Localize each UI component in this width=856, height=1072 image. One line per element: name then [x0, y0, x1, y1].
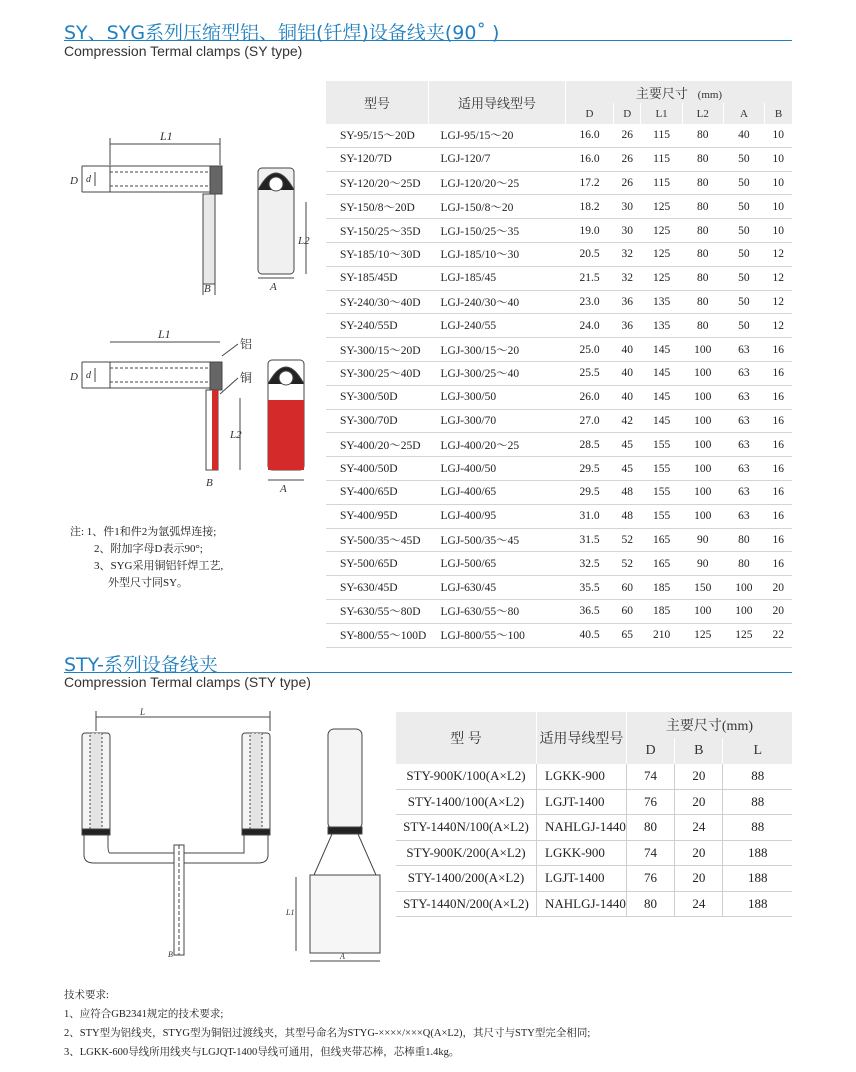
table-cell: LGJ-400/20～25 [429, 433, 566, 457]
table-cell: LGJ-150/8～20 [429, 195, 566, 219]
table-cell: 16 [765, 457, 793, 481]
table-cell: 76 [626, 789, 674, 815]
table-cell: LGJ-400/95 [429, 504, 566, 528]
table-cell: LGJ-400/50 [429, 457, 566, 481]
table-row [326, 266, 792, 290]
table-cell: 40 [614, 385, 641, 409]
table-cell: 76 [626, 866, 674, 892]
table-cell: 16 [765, 528, 793, 552]
table-cell: 63 [723, 361, 764, 385]
table-row [326, 171, 792, 195]
table-cell: LGJ-500/65 [429, 552, 566, 576]
table-row [326, 552, 792, 576]
table-row [326, 433, 792, 457]
table-cell: LGKK-900 [537, 764, 627, 789]
table-cell: 80 [682, 290, 723, 314]
label-A-bottom: A [280, 483, 287, 495]
table-cell: 63 [723, 409, 764, 433]
table-cell: 48 [614, 480, 641, 504]
table-cell: 145 [641, 385, 682, 409]
table-cell: 125 [723, 623, 764, 647]
table-cell: 165 [641, 528, 682, 552]
table-cell: 63 [723, 338, 764, 362]
table-row [326, 457, 792, 481]
table-cell: 30 [614, 219, 641, 243]
table-cell: 145 [641, 338, 682, 362]
table-cell: 65 [614, 623, 641, 647]
table-cell: 45 [614, 433, 641, 457]
table-cell: 12 [765, 266, 793, 290]
col-conductor: 适用导线型号 [429, 81, 566, 124]
table-cell: LGJ-300/50 [429, 385, 566, 409]
table-cell: 155 [641, 457, 682, 481]
table-row [396, 840, 792, 866]
table-cell: 80 [682, 219, 723, 243]
label-copper: 铜 [240, 371, 253, 385]
label-D-top: D [70, 175, 78, 187]
table-row [326, 195, 792, 219]
requirement-3: 3、LGKK-600导线所用线夹与LGJQT-1400导线可通用，但线夹带芯棒，芯棒重1.4kg。 [64, 1047, 460, 1058]
label-l1-bottom: L1 [158, 327, 171, 341]
table-cell: 50 [723, 266, 764, 290]
section2-rule [64, 672, 792, 673]
table-cell: 100 [682, 361, 723, 385]
col2-dims: 主要尺寸(mm) [626, 712, 792, 738]
table-cell: 50 [723, 242, 764, 266]
table-cell: 188 [723, 891, 792, 917]
table-cell: SY-300/70D [326, 409, 429, 433]
table-cell: SY-185/10～30D [326, 242, 429, 266]
table-cell: 155 [641, 480, 682, 504]
table-cell: 20 [675, 789, 723, 815]
table-cell: 48 [614, 504, 641, 528]
table-cell: SY-240/30～40D [326, 290, 429, 314]
table-cell: 16 [765, 338, 793, 362]
table-cell: STY-1400/100(A×L2) [396, 789, 537, 815]
table-row [326, 314, 792, 338]
table-cell: 100 [682, 385, 723, 409]
label-D-bottom: D [70, 371, 78, 383]
table-cell: 150 [682, 576, 723, 600]
note-4: 外型尺寸同SY。 [108, 577, 189, 589]
section1-title: SY、SYG系列压缩型铝、铜铝(钎焊)设备线夹(90˚ ) [64, 22, 500, 44]
table-cell: 155 [641, 504, 682, 528]
table-cell: SY-185/45D [326, 266, 429, 290]
col2-model: 型 号 [396, 712, 537, 764]
table-cell: 12 [765, 290, 793, 314]
note-1: 注: 1、件1和件2为氩弧焊连接; [70, 526, 217, 538]
table-cell: 100 [682, 338, 723, 362]
subcol2: B [675, 738, 723, 764]
table-cell: 80 [682, 124, 723, 147]
label-L: L [140, 707, 146, 717]
table-cell: LGJ-240/30～40 [429, 290, 566, 314]
requirement-2: 2、STY型为铝线夹，STYG型为铜铝过渡线夹，其型号命名为STYG-××××/×××Q(A×L2)，其尺寸与STY型完全相同; [64, 1028, 591, 1039]
table-row [326, 242, 792, 266]
table-cell: 40.5 [566, 623, 614, 647]
table-cell: 80 [682, 314, 723, 338]
table-cell: 45 [614, 457, 641, 481]
subcol: A [723, 103, 764, 124]
table-row [326, 338, 792, 362]
table-cell: 100 [682, 504, 723, 528]
table-cell: 10 [765, 124, 793, 147]
table-cell: 125 [682, 623, 723, 647]
subcol: D [566, 103, 614, 124]
table-cell: 135 [641, 290, 682, 314]
table-cell: 50 [723, 290, 764, 314]
table-cell: 22 [765, 623, 793, 647]
table-cell: 26 [614, 171, 641, 195]
table-cell: 115 [641, 124, 682, 147]
table-row [396, 891, 792, 917]
table-cell: LGJ-95/15～20 [429, 124, 566, 147]
table-cell: 16 [765, 433, 793, 457]
table-row [396, 815, 792, 841]
table-cell: 10 [765, 147, 793, 171]
label-B-sty: B [168, 950, 173, 959]
table-cell: 31.0 [566, 504, 614, 528]
table-cell: STY-900K/100(A×L2) [396, 764, 537, 789]
table-cell: 32 [614, 266, 641, 290]
table-cell: LGJ-120/20～25 [429, 171, 566, 195]
col2-conductor: 适用导线型号 [537, 712, 627, 764]
label-aluminum: 铝 [240, 337, 253, 351]
table-cell: LGJ-400/65 [429, 480, 566, 504]
section1-subtitle: Compression Termal clamps (SY type) [64, 43, 303, 59]
col-model: 型号 [326, 81, 429, 124]
table-cell: 40 [614, 338, 641, 362]
table-cell: 80 [682, 266, 723, 290]
technical-requirements [64, 986, 590, 1062]
table-cell: SY-400/50D [326, 457, 429, 481]
table-cell: 25.0 [566, 338, 614, 362]
sty-diagram [70, 705, 390, 965]
note-3: 3、SYG采用铜铝钎焊工艺, [94, 560, 224, 572]
table-cell: 10 [765, 171, 793, 195]
table-cell: 80 [723, 528, 764, 552]
table-cell: 12 [765, 242, 793, 266]
table-cell: SY-500/65D [326, 552, 429, 576]
table-row [326, 385, 792, 409]
table-row [326, 504, 792, 528]
table-cell: 125 [641, 242, 682, 266]
subcol: D [614, 103, 641, 124]
table-cell: 100 [723, 599, 764, 623]
table-cell: 63 [723, 457, 764, 481]
table-cell: STY-900K/200(A×L2) [396, 840, 537, 866]
table-row [326, 219, 792, 243]
section2-title: STY-系列设备线夹 [64, 654, 218, 676]
table-cell: 16.0 [566, 124, 614, 147]
table-cell: 88 [723, 789, 792, 815]
table-row [326, 576, 792, 600]
table-cell: LGJ-185/45 [429, 266, 566, 290]
label-l1-top: L1 [160, 129, 173, 143]
table-cell: 27.0 [566, 409, 614, 433]
table-cell: 29.5 [566, 480, 614, 504]
table-cell: SY-240/55D [326, 314, 429, 338]
table-cell: 24 [675, 815, 723, 841]
table-cell: SY-400/95D [326, 504, 429, 528]
table-cell: 80 [626, 891, 674, 917]
table-cell: 10 [765, 219, 793, 243]
table-cell: 100 [682, 409, 723, 433]
table-cell: LGJ-300/25～40 [429, 361, 566, 385]
table-cell: 40 [723, 124, 764, 147]
label-d-top: d [86, 174, 91, 185]
table-cell: 16 [765, 552, 793, 576]
table-cell: 52 [614, 528, 641, 552]
label-L2-top: L2 [298, 235, 310, 247]
table-cell: SY-500/35～45D [326, 528, 429, 552]
table-cell: 18.2 [566, 195, 614, 219]
table-cell: 50 [723, 171, 764, 195]
table-cell: 26.0 [566, 385, 614, 409]
table-cell: 100 [682, 457, 723, 481]
table-row [326, 409, 792, 433]
table-row [326, 623, 792, 647]
table-cell: NAHLGJ-1440 [537, 891, 627, 917]
label-d-bottom: d [86, 370, 91, 381]
table-cell: 88 [723, 815, 792, 841]
table-cell: SY-300/50D [326, 385, 429, 409]
table-row [326, 290, 792, 314]
table-cell: 188 [723, 866, 792, 892]
table-cell: 80 [723, 552, 764, 576]
table-cell: 52 [614, 552, 641, 576]
table-cell: 20.5 [566, 242, 614, 266]
table-cell: SY-400/65D [326, 480, 429, 504]
table-cell: LGKK-900 [537, 840, 627, 866]
subcol2: L [723, 738, 792, 764]
table-cell: SY-300/25～40D [326, 361, 429, 385]
table-cell: 63 [723, 480, 764, 504]
table-cell: 10 [765, 195, 793, 219]
table-cell: SY-800/55～100D [326, 623, 429, 647]
table-cell: SY-95/15～20D [326, 124, 429, 147]
table-cell: SY-630/55～80D [326, 599, 429, 623]
col-dims: 主要尺寸 (mm) [566, 81, 793, 103]
table-cell: 155 [641, 433, 682, 457]
table-cell: 74 [626, 764, 674, 789]
table-cell: LGJ-120/7 [429, 147, 566, 171]
table-cell: 210 [641, 623, 682, 647]
table-cell: 36.5 [566, 599, 614, 623]
table-cell: SY-120/20～25D [326, 171, 429, 195]
note-2: 2、附加字母D表示90°; [94, 543, 203, 555]
sy-spec-table [326, 81, 792, 648]
label-B-bottom: B [206, 477, 213, 489]
table-cell: 20 [675, 840, 723, 866]
table-cell: LGJ-630/55～80 [429, 599, 566, 623]
table-cell: 145 [641, 409, 682, 433]
table-cell: 80 [682, 195, 723, 219]
table-cell: 16.0 [566, 147, 614, 171]
table-cell: LGJT-1400 [537, 789, 627, 815]
table-cell: 26 [614, 124, 641, 147]
table-cell: 80 [626, 815, 674, 841]
table-cell: 100 [682, 599, 723, 623]
table-cell: NAHLGJ-1440 [537, 815, 627, 841]
table-cell: 74 [626, 840, 674, 866]
table-cell: 88 [723, 764, 792, 789]
table-cell: 28.5 [566, 433, 614, 457]
table-cell: 30 [614, 195, 641, 219]
table-row [326, 599, 792, 623]
table-cell: SY-150/8～20D [326, 195, 429, 219]
table-cell: 50 [723, 195, 764, 219]
table-row [326, 528, 792, 552]
table-cell: LGJ-500/35～45 [429, 528, 566, 552]
table-row [326, 124, 792, 147]
table-cell: 90 [682, 552, 723, 576]
label-A-sty: A [340, 952, 345, 961]
table-cell: SY-630/45D [326, 576, 429, 600]
table-cell: 36 [614, 290, 641, 314]
table-cell: 29.5 [566, 457, 614, 481]
table-cell: SY-120/7D [326, 147, 429, 171]
table-cell: 16 [765, 480, 793, 504]
table-row [326, 480, 792, 504]
table-cell: 24 [675, 891, 723, 917]
table-cell: 12 [765, 314, 793, 338]
subcol: L1 [641, 103, 682, 124]
table-cell: 63 [723, 433, 764, 457]
table-cell: 185 [641, 599, 682, 623]
table-cell: 90 [682, 528, 723, 552]
table-cell: LGJ-300/15～20 [429, 338, 566, 362]
table-cell: 20 [765, 576, 793, 600]
table-cell: 25.5 [566, 361, 614, 385]
label-A-top: A [270, 281, 277, 293]
table-cell: LGJT-1400 [537, 866, 627, 892]
table-cell: 63 [723, 504, 764, 528]
table-cell: 135 [641, 314, 682, 338]
label-L2-bottom: L2 [230, 429, 242, 441]
table-cell: 185 [641, 576, 682, 600]
table-cell: 17.2 [566, 171, 614, 195]
table-cell: 16 [765, 385, 793, 409]
table-cell: 50 [723, 314, 764, 338]
table-row [326, 361, 792, 385]
table-cell: 21.5 [566, 266, 614, 290]
table-cell: 32.5 [566, 552, 614, 576]
table-cell: LGJ-300/70 [429, 409, 566, 433]
table-cell: 80 [682, 147, 723, 171]
table-cell: 40 [614, 361, 641, 385]
requirements-title: 技术要求: [64, 990, 109, 1001]
table-cell: LGJ-800/55～100 [429, 623, 566, 647]
table-cell: 42 [614, 409, 641, 433]
table-cell: 50 [723, 219, 764, 243]
table-cell: LGJ-185/10～30 [429, 242, 566, 266]
sty-spec-table [396, 712, 792, 917]
table-cell: 80 [682, 242, 723, 266]
table-cell: 19.0 [566, 219, 614, 243]
table-cell: 31.5 [566, 528, 614, 552]
subcol: B [765, 103, 793, 124]
table-cell: SY-300/15～20D [326, 338, 429, 362]
table-row [326, 147, 792, 171]
table-cell: 50 [723, 147, 764, 171]
label-L1-sty: L1 [286, 908, 295, 917]
table-cell: LGJ-630/45 [429, 576, 566, 600]
table-cell: 100 [723, 576, 764, 600]
table-cell: 16 [765, 361, 793, 385]
table-cell: 188 [723, 840, 792, 866]
table-cell: 125 [641, 195, 682, 219]
table-cell: STY-1400/200(A×L2) [396, 866, 537, 892]
table-cell: 63 [723, 385, 764, 409]
table-cell: 20 [675, 764, 723, 789]
table-cell: SY-400/20～25D [326, 433, 429, 457]
table-cell: 60 [614, 576, 641, 600]
table-cell: 60 [614, 599, 641, 623]
table-cell: 16 [765, 504, 793, 528]
table-cell: 16 [765, 409, 793, 433]
table-row [396, 866, 792, 892]
subcol2: D [626, 738, 674, 764]
table-cell: 80 [682, 171, 723, 195]
table-cell: 24.0 [566, 314, 614, 338]
table-cell: LGJ-150/25～35 [429, 219, 566, 243]
table-cell: 26 [614, 147, 641, 171]
table-cell: 35.5 [566, 576, 614, 600]
table-cell: STY-1440N/100(A×L2) [396, 815, 537, 841]
table-cell: SY-150/25～35D [326, 219, 429, 243]
table-cell: STY-1440N/200(A×L2) [396, 891, 537, 917]
label-B-top: B [204, 283, 211, 295]
table-cell: 23.0 [566, 290, 614, 314]
table-cell: 100 [682, 480, 723, 504]
table-cell: 115 [641, 171, 682, 195]
table-row [396, 789, 792, 815]
sy-diagram [60, 120, 320, 510]
section2-subtitle: Compression Termal clamps (STY type) [64, 674, 311, 690]
requirement-1: 1、应符合GB2341规定的技术要求; [64, 1009, 224, 1020]
table-cell: 32 [614, 242, 641, 266]
table-row [396, 764, 792, 789]
table-cell: 145 [641, 361, 682, 385]
table-cell: 20 [765, 599, 793, 623]
section1-notes [70, 524, 223, 592]
table-cell: 125 [641, 266, 682, 290]
table-cell: 125 [641, 219, 682, 243]
table-cell: 115 [641, 147, 682, 171]
subcol: L2 [682, 103, 723, 124]
table-cell: 165 [641, 552, 682, 576]
table-cell: LGJ-240/55 [429, 314, 566, 338]
table-cell: 36 [614, 314, 641, 338]
table-cell: 20 [675, 866, 723, 892]
section1-rule [64, 40, 792, 41]
table-cell: 100 [682, 433, 723, 457]
